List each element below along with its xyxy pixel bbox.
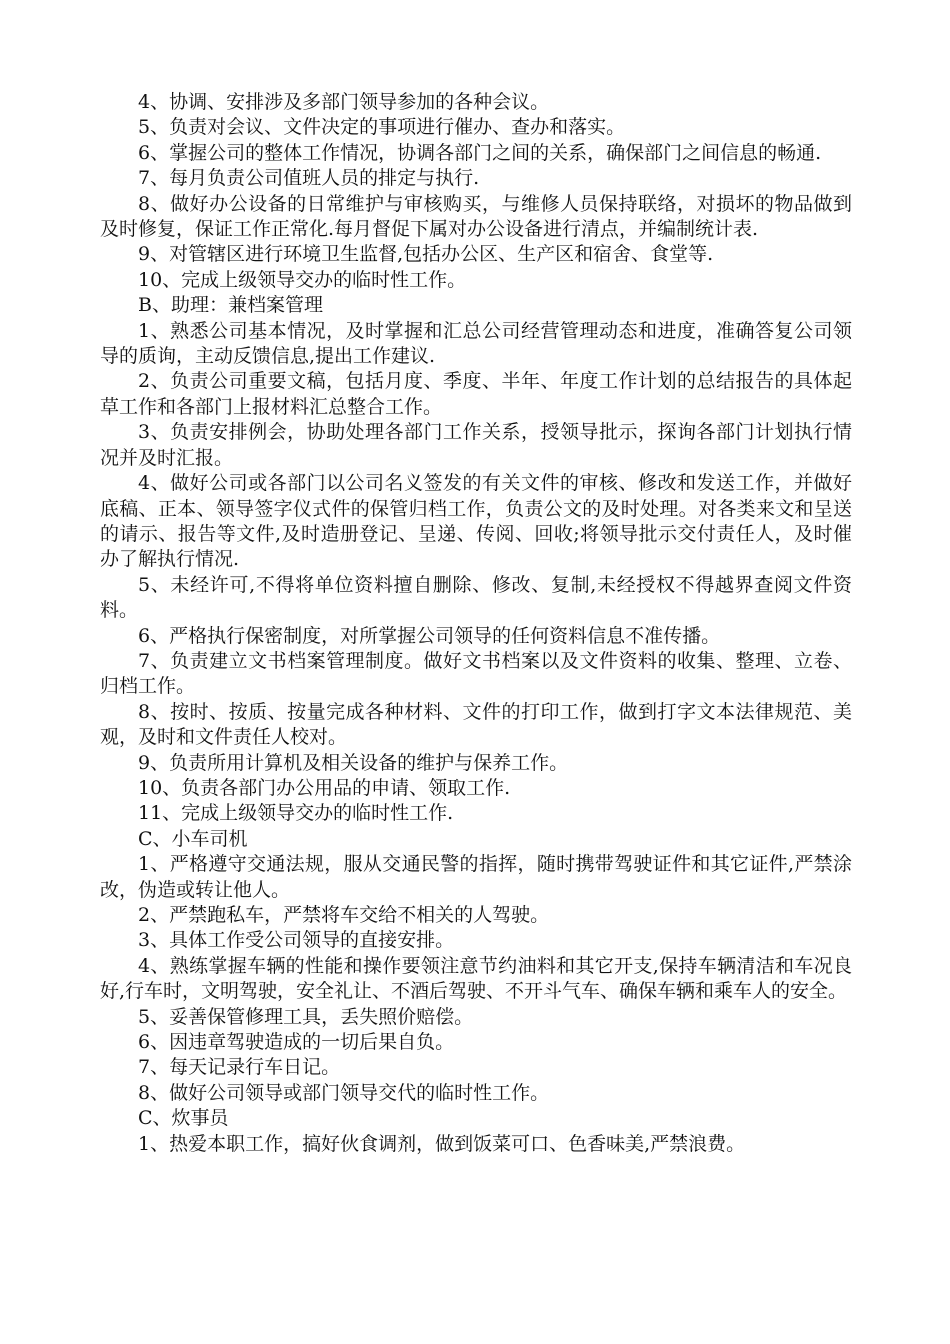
paragraph: 6、严格执行保密制度，对所掌握公司领导的任何资料信息不准传播。 bbox=[138, 624, 721, 647]
paragraph: 4、协调、安排涉及多部门领导参加的各种会议。 bbox=[138, 91, 550, 113]
paragraph: 9、对管辖区进行环境卫生监督,包括办公区、生产区和宿舍、食堂等. bbox=[138, 243, 714, 266]
paragraph: 9、负责所用计算机及相关设备的维护与保养工作。 bbox=[138, 751, 569, 774]
paragraph: 6、掌握公司的整体工作情况，协调各部门之间的关系，确保部门之间信息的畅通. bbox=[138, 141, 822, 164]
paragraph: 4、熟练掌握车辆的性能和操作要领注意节约油料和其它开支,保持车辆清洁和车况良好,行车时，文明驾驶，安全礼让、不酒后驾驶、不开斗气车、确保车辆和乘车人的安全。 bbox=[100, 954, 852, 1003]
paragraph: 6、因违章驾驶造成的一切后果自负。 bbox=[138, 1031, 455, 1054]
paragraph: 5、未经许可,不得将单位资料擅自删除、修改、复制,未经授权不得越界查阅文件资料。 bbox=[100, 573, 852, 622]
paragraph: 4、做好公司或各部门以公司名义签发的有关文件的审核、修改和发送工作，并做好底稿、正本、领导签字仪式件的保管归档工作，负责公文的及时处理。对各类来文和呈送的请示、报告等文件,及时造册登记、呈递、传阅、回收;将领导批示交付责任人，及时催办了解执行情况. bbox=[100, 472, 852, 571]
paragraph: 8、做好办公设备的日常维护与审核购买，与维修人员保持联络，对损坏的物品做到及时修复，保证工作正常化.每月督促下属对办公设备进行清点，并编制统计表. bbox=[100, 192, 852, 241]
paragraph: 11、完成上级领导交办的临时性工作. bbox=[138, 802, 454, 825]
paragraph: 10、负责各部门办公用品的申请、领取工作. bbox=[138, 776, 511, 799]
paragraph: 2、负责公司重要文稿，包括月度、季度、半年、年度工作计划的总结报告的具体起草工作和各部门上报材料汇总整合工作。 bbox=[100, 370, 852, 418]
paragraph: 7、负责建立文书档案管理制度。做好文书档案以及文件资料的收集、整理、立卷、归档工作。 bbox=[100, 649, 852, 698]
section-heading: B、助理：兼档案管理 bbox=[138, 294, 323, 317]
paragraph: 5、妥善保管修理工具，丢失照价赔偿。 bbox=[138, 1005, 474, 1028]
paragraph: 2、严禁跑私车，严禁将车交给不相关的人驾驶。 bbox=[138, 904, 550, 926]
paragraph: 8、按时、按质、按量完成各种材料、文件的打印工作，做到打字文本法律规范、美观，及时和文件责任人校对。 bbox=[100, 700, 852, 749]
document-page bbox=[100, 90, 852, 1157]
section-heading: C、小车司机 bbox=[138, 827, 248, 850]
paragraph: 7、每天记录行车日记。 bbox=[138, 1056, 341, 1079]
section-heading: C、炊事员 bbox=[138, 1107, 229, 1130]
paragraph: 1、热爱本职工作，搞好伙食调剂，做到饭菜可口、色香味美,严禁浪费。 bbox=[138, 1132, 746, 1155]
paragraph: 10、完成上级领导交办的临时性工作。 bbox=[138, 268, 467, 291]
paragraph: 1、熟悉公司基本情况，及时掌握和汇总公司经营管理动态和进度，准确答复公司领导的质询，主动反馈信息,提出工作建议. bbox=[100, 319, 852, 368]
paragraph: 5、负责对会议、文件决定的事项进行催办、查办和落实。 bbox=[138, 116, 626, 139]
paragraph: 1、严格遵守交通法规，服从交通民警的指挥，随时携带驾驶证件和其它证件,严禁涂改，伪造或转让他人。 bbox=[100, 853, 852, 901]
paragraph: 8、做好公司领导或部门领导交代的临时性工作。 bbox=[138, 1081, 550, 1104]
paragraph: 3、具体工作受公司领导的直接安排。 bbox=[138, 929, 455, 952]
paragraph: 7、每月负责公司值班人员的排定与执行. bbox=[138, 167, 480, 190]
paragraph: 3、负责安排例会，协助处理各部门工作关系，授领导批示，探询各部门计划执行情况并及时汇报。 bbox=[100, 421, 852, 469]
